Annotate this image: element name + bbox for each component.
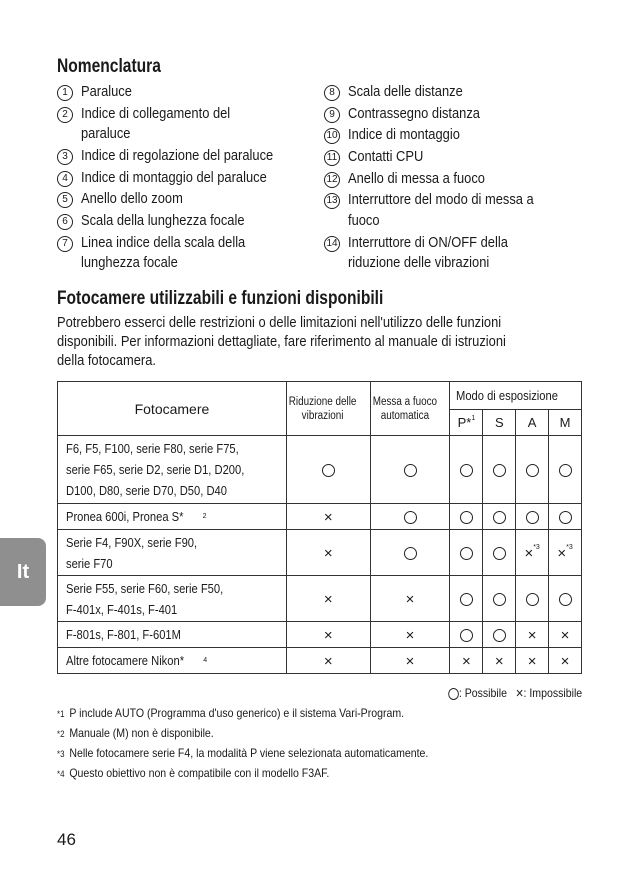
item-number-badge: 12 [324,172,340,188]
impossible-icon: × [405,652,415,670]
availability-cell-m [549,622,582,648]
availability-cell-af [370,576,450,622]
availability-cell-s [483,648,516,674]
availability-cell-p [450,648,483,674]
availability-cell-vr [286,622,370,648]
nomenclature-item [57,146,312,167]
item-number-badge: 3 [57,149,73,165]
availability-cell-m: ×$^{*3}$ [549,530,582,576]
item-label: Indice di collegamento del paraluce [81,104,231,143]
availability-cell-vr [286,648,370,674]
possible-icon [460,511,473,524]
page-number: 46 [57,830,76,849]
possible-icon [493,511,506,524]
symbol-legend: : Possibile ×: Impossibile [448,686,582,701]
impossible-icon: × [494,652,504,670]
item-label: Contatti CPU [348,148,424,166]
nomenclature-item [57,82,312,103]
availability-cell-p [450,576,483,622]
possible-icon [559,511,572,524]
nomenclature-item [324,104,564,125]
possible-icon [460,593,473,606]
impossible-icon: × [462,652,471,670]
possible-icon [460,629,473,642]
table-row [58,648,582,674]
availability-cell-p [450,530,483,576]
header-autofocus: Messa a fuoco automatica [370,382,450,436]
availability-cell-vr [286,530,370,576]
item-label: Contrassegno distanza [348,104,480,122]
header-mode-p: P*$^1$ [450,410,483,436]
item-label: Interruttore di ON/OFF della riduzione delle vibrazioni [348,233,508,272]
item-number-badge: 5 [57,192,73,208]
header-cameras: Fotocamere [58,382,287,436]
item-label: Scala della lunghezza focale [81,211,245,229]
nomenclature-item [324,169,564,190]
item-label: Anello dello zoom [81,190,183,208]
availability-cell-s [483,436,516,504]
availability-cell-a [516,576,549,622]
item-label: Linea indice della scala della lunghezza focale [81,233,246,272]
table-row [58,436,582,504]
footnote: *2 Manuale (M) non è disponibile. [57,726,214,740]
camera-cell: Altre fotocamere Nikon* $^4$ [58,648,287,674]
nomenclature-item [57,104,312,145]
nomenclature-item [324,147,564,168]
impossible-icon: × [527,626,537,644]
header-mode-a: A [516,410,549,436]
possible-symbol-icon [448,688,459,700]
availability-cell-s [483,576,516,622]
cameras-section-intro: Potrebbero esserci delle restrizioni o delle limitazioni nell'utilizzo delle funzioni disponibili. Per informazioni dettagliate, fare riferimento al manuale di istruzioni della fotocamera. [57,314,506,369]
item-number-badge: 9 [324,107,340,123]
item-label: Indice di montaggio del paraluce [81,168,267,186]
possible-icon [559,593,572,606]
nomenclature-item [57,168,312,189]
possible-icon [460,464,473,477]
item-number-badge: 1 [57,85,73,101]
availability-cell-p [450,436,483,504]
possible-icon [460,547,473,560]
nomenclature-item [57,211,312,232]
impossible-symbol-icon: × [515,685,524,703]
availability-cell-a: ×$^{*3}$ [516,530,549,576]
availability-cell-a [516,648,549,674]
possible-icon [322,464,335,477]
nomenclature-item [324,190,564,231]
impossible-icon: × [323,590,333,608]
language-tab-italian: It [0,538,46,606]
item-number-badge: 4 [57,171,73,187]
footnotes [57,704,597,784]
item-label: Paraluce [81,83,132,100]
item-number-badge: 13 [324,193,340,209]
impossible-icon: × [560,626,570,644]
nomenclature-title: Nomenclatura [57,56,161,77]
availability-cell-m [549,436,582,504]
nomenclature-item [324,125,564,146]
camera-cell: F6, F5, F100, serie F80, serie F75, serie F65, serie D2, serie D1, D200, D100, D80, serie D70, D50, D40 [58,436,287,504]
table-row [58,530,582,576]
header-exposure-mode: Modo di esposizione [450,382,582,410]
availability-cell-af [370,648,450,674]
availability-cell-p [450,504,483,530]
impossible-icon: × [557,544,567,562]
footnote: *4 Questo obiettivo non è compatibile con il modello F3AF. [57,766,330,780]
possible-icon [493,547,506,560]
possible-icon [404,464,417,477]
availability-cell-a [516,436,549,504]
header-mode-m: M [549,410,582,436]
nomenclature-item [324,82,564,103]
impossible-icon: × [323,626,333,644]
possible-icon [493,464,506,477]
item-label: Indice di regolazione del paraluce [81,146,274,164]
impossible-icon: × [323,544,333,562]
availability-cell-s [483,622,516,648]
nomenclature-item [57,233,312,274]
availability-cell-m [549,504,582,530]
item-label: Scala delle distanze [348,83,463,100]
availability-cell-vr [286,504,370,530]
nomenclature-list-left [57,82,312,275]
compatibility-table [57,381,582,674]
cameras-section-title: Fotocamere utilizzabili e funzioni disponibili [57,288,384,309]
impossible-icon: × [323,508,333,526]
item-number-badge: 7 [57,236,73,252]
camera-cell: Serie F4, F90X, serie F90, serie F70 [58,530,287,576]
table-row [58,504,582,530]
possible-icon [559,464,572,477]
availability-cell-a [516,504,549,530]
availability-cell-af [370,436,450,504]
item-number-badge: 14 [324,236,340,252]
possible-icon [493,629,506,642]
camera-cell: Serie F55, serie F60, serie F50, F-401x, F-401s, F-401 [58,576,287,622]
item-number-badge: 8 [324,85,340,101]
possible-icon [526,511,539,524]
availability-cell-a [516,622,549,648]
item-number-badge: 2 [57,107,73,123]
availability-cell-af [370,504,450,530]
header-vibration-reduction: Riduzione delle vibrazioni [286,382,370,436]
availability-cell-s [483,530,516,576]
camera-cell: F-801s, F-801, F-601M [58,622,287,648]
availability-cell-m [549,576,582,622]
possible-icon [526,464,539,477]
impossible-icon: × [527,652,537,670]
impossible-icon: × [560,652,570,670]
item-number-badge: 10 [324,128,340,144]
table-row [58,576,582,622]
nomenclature-item [57,189,312,210]
possible-icon [526,593,539,606]
impossible-icon: × [323,652,333,670]
impossible-icon: × [524,544,534,562]
item-number-badge: 6 [57,214,73,230]
possible-icon [404,511,417,524]
table-row [58,622,582,648]
item-label: Interruttore del modo di messa a fuoco [348,191,534,229]
availability-cell-vr [286,576,370,622]
nomenclature-item [324,233,564,274]
possible-icon [493,593,506,606]
header-mode-s: S [483,410,516,436]
impossible-icon: × [405,626,415,644]
item-label: Indice di montaggio [348,126,460,144]
availability-cell-vr [286,436,370,504]
availability-cell-af [370,530,450,576]
footnote: *1 P include AUTO (Programma d'uso generico) e il sistema Vari-Program. [57,706,405,720]
possible-icon [404,547,417,560]
availability-cell-m [549,648,582,674]
item-number-badge: 11 [324,150,340,166]
camera-cell: Pronea 600i, Pronea S* $^2$ [58,504,287,530]
item-label: Anello di messa a fuoco [348,169,485,187]
impossible-icon: × [405,590,415,608]
footnote: *3 Nelle fotocamere serie F4, la modalità P viene selezionata automaticamente. [57,746,429,760]
nomenclature-list-right [324,82,564,275]
availability-cell-s [483,504,516,530]
availability-cell-af [370,622,450,648]
availability-cell-p [450,622,483,648]
